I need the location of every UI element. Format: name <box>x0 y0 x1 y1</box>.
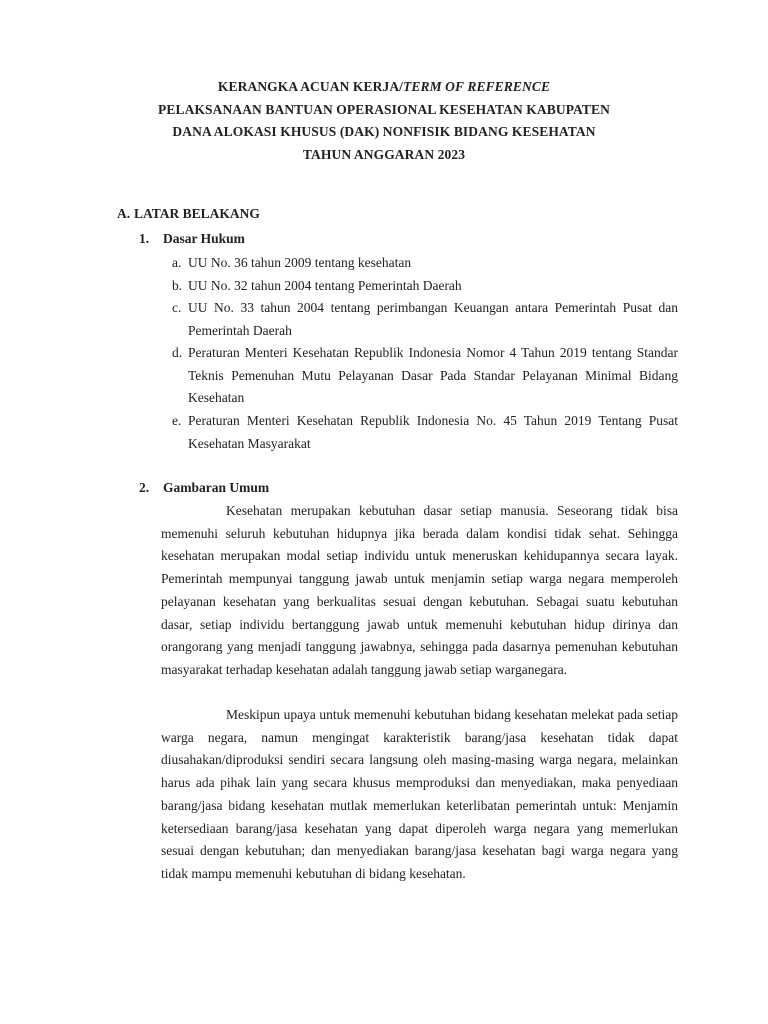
title-line-1-plain: KERANGKA ACUAN KERJA/ <box>217 79 404 94</box>
subheading-dasar-hukum <box>139 231 245 247</box>
subheading-title: Gambaran Umum <box>163 480 270 495</box>
title-line-4: TAHUN ANGGARAN 2023 <box>302 146 466 162</box>
section-letter: A. <box>117 206 131 221</box>
list-item <box>172 297 678 342</box>
list-item-text: UU No. 33 tahun 2004 tentang perimbangan Keuangan antara Pemerintah Pusat dan Pemerintah Daerah <box>188 300 678 338</box>
subheading-number: 1. <box>139 231 150 246</box>
title-line-1-italic: TERM OF REFERENCE <box>403 79 551 94</box>
list-item <box>172 410 678 455</box>
list-marker: c. <box>172 300 182 315</box>
list-marker: b. <box>172 278 183 293</box>
subheading-number: 2. <box>139 480 150 495</box>
list-item <box>172 342 678 410</box>
subheading-title: Dasar Hukum <box>163 231 245 246</box>
title-line-1 <box>0 76 768 99</box>
list-marker: a. <box>172 255 182 270</box>
list-item <box>172 252 678 275</box>
list-item-text: UU No. 32 tahun 2004 tentang Pemerintah Daerah <box>188 278 462 293</box>
subheading-gambaran-umum <box>139 480 269 496</box>
list-item-text: Peraturan Menteri Kesehatan Republik Indonesia Nomor 4 Tahun 2019 tentang Standar Teknis Pemenuhan Mutu Pelayanan Dasar Pada Standar Pelayanan Minimal Bidang Kesehatan <box>188 345 678 405</box>
list-item-text: UU No. 36 tahun 2009 tentang kesehatan <box>188 255 412 270</box>
paragraph: Kesehatan merupakan kebutuhan dasar setiap manusia. Seseorang tidak bisa memenuhi seluruh kebutuhan hidupnya jika berada dalam kondisi tidak sehat. Sehingga kesehatan merupakan modal setiap individu untuk meneruskan kehidupannya secara layak. Pemerintah mempunyai tanggung jawab untuk menjamin setiap warga negara memperoleh pelayanan kesehatan yang berkualitas sesuai dengan kebutuhan. Sebagai suatu kebutuhan dasar, setiap individu bertanggung jawab untuk memenuhi kebutuhan hidup dirinya dan orangorang yang menjadi tanggung jawabnya, sehingga pada dasarnya pemenuhan kebutuhan masyarakat terhadap kesehatan adalah tanggung jawab setiap warganegara. <box>161 503 678 677</box>
paragraph: Meskipun upaya untuk memenuhi kebutuhan bidang kesehatan melekat pada setiap warga negara, namun mengingat karakteristik barang/jasa kesehatan tidak dapat diusahakan/diproduksi sendiri secara langsung oleh masing-masing warga negara, melainkan harus ada pihak lain yang secara khusus memproduksi dan menyediakan, maka penyediaan barang/jasa bidang kesehatan mutlak memerlukan keterlibatan pemerintah untuk: Menjamin ketersediaan barang/jasa kesehatan yang dapat diperoleh warga negara yang memerlukan sesuai dengan kebutuhan; dan menyediakan barang/jasa kesehatan bagi warga negara yang tidak mampu memenuhi kebutuhan di bidang kesehatan. <box>161 707 678 881</box>
list-item-text: Peraturan Menteri Kesehatan Republik Indonesia No. 45 Tahun 2019 Tentang Pusat Kesehatan Masyarakat <box>188 413 678 451</box>
list-marker: d. <box>172 345 183 360</box>
document-title <box>0 76 768 166</box>
title-line-3: DANA ALOKASI KHUSUS (DAK) NONFISIK BIDANG KESEHATAN <box>172 124 596 139</box>
list-item <box>172 275 678 298</box>
title-line-2: PELAKSANAAN BANTUAN OPERASIONAL KESEHATAN KABUPATEN <box>158 101 610 117</box>
list-marker: e. <box>172 413 182 428</box>
section-title: LATAR BELAKANG <box>134 206 260 221</box>
section-heading-latar-belakang <box>117 206 260 222</box>
